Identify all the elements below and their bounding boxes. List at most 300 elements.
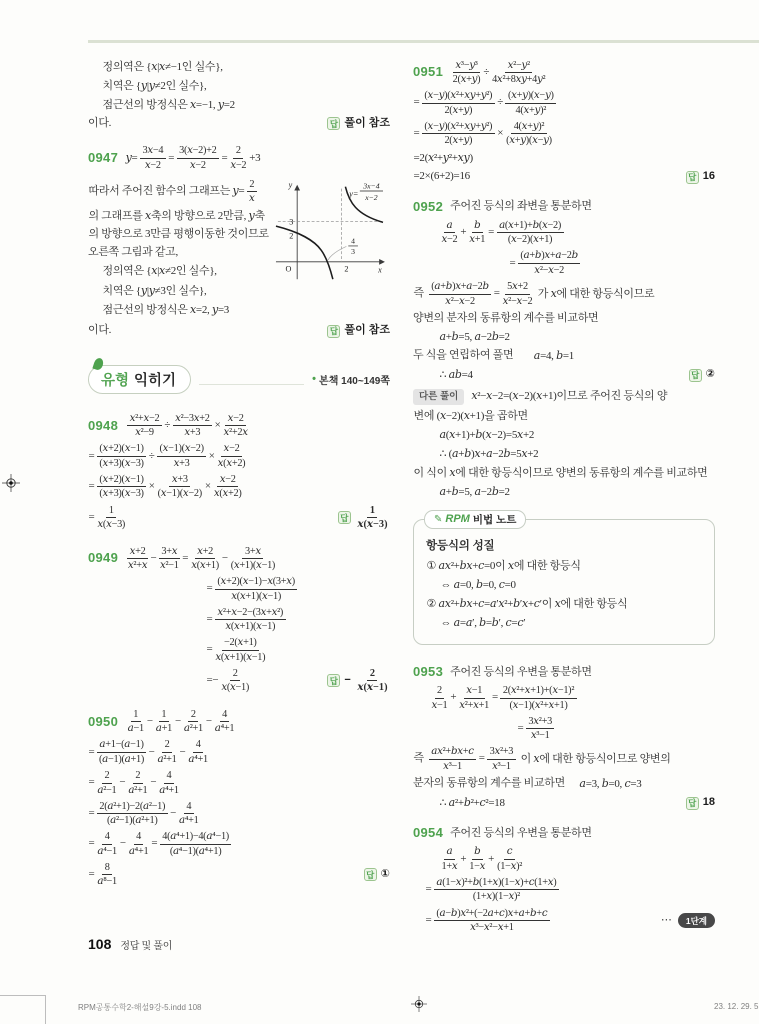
- math-line: [102, 263, 270, 280]
- math-text: x²−3x+2: [175, 411, 210, 424]
- math-text: (a²−1)(a²+1): [107, 814, 158, 827]
- math-text: =: [88, 776, 95, 789]
- print-date: 23. 12. 29. 5: [714, 1002, 759, 1011]
- math-text: =: [425, 913, 432, 926]
- math-text: (x−y)(x²+xy+y²): [424, 89, 493, 102]
- fraction: [128, 770, 148, 796]
- svg-text:y: y: [288, 180, 293, 190]
- math-text: (x−y)(x²+xy+y²): [424, 119, 493, 132]
- corner-crop-mark: [0, 995, 46, 1024]
- fraction: [422, 90, 495, 116]
- math-text: 4: [166, 770, 172, 782]
- fraction: [230, 145, 247, 171]
- math-text: x+2: [197, 544, 213, 557]
- math-text: a⁴+1: [188, 752, 208, 765]
- math-text: a²−1: [97, 783, 117, 796]
- top-rule: [88, 40, 759, 43]
- fraction: [441, 846, 458, 872]
- math-line: [102, 97, 390, 114]
- svg-text:3: 3: [351, 247, 356, 257]
- fraction: [518, 250, 580, 276]
- math-text: x²−y²: [507, 58, 530, 71]
- math-line: [413, 280, 715, 308]
- math-line: [206, 667, 390, 695]
- fraction: [497, 220, 564, 246]
- answer-group: [686, 795, 715, 811]
- math-text: 3+x: [244, 544, 261, 557]
- fraction: [500, 685, 576, 711]
- math-text: =: [425, 883, 432, 896]
- math-line: [88, 738, 390, 766]
- math-line: [88, 830, 390, 858]
- math-text: 3(x−2)+2: [179, 144, 217, 157]
- math-line: [439, 845, 715, 873]
- solution-block: [413, 198, 715, 501]
- divider-line: [199, 384, 304, 386]
- math-text: 1: [108, 504, 114, 516]
- math-text: 1−x: [469, 859, 486, 872]
- math-text: 점근선의 방정식은 x=2, y=3: [102, 302, 229, 316]
- answer-badge: 답: [686, 171, 699, 184]
- math-line: [425, 907, 715, 935]
- math-text: 따라서 주어진 함수의 그래프는 y=: [88, 184, 245, 198]
- math-text: 2(x²+x+1)+(x−1)²: [502, 684, 575, 697]
- math-line: [413, 408, 715, 425]
- math-text: ÷: [497, 96, 503, 109]
- math-text: x³−1: [443, 759, 462, 772]
- math-line: [413, 465, 715, 482]
- math-text: 4: [104, 831, 110, 843]
- fraction: [213, 474, 242, 500]
- math-text: a⁸−1: [97, 875, 117, 888]
- answer-group: [661, 913, 715, 929]
- math-text: 4x²+8xy+4y²: [492, 73, 546, 86]
- svg-text:2: 2: [344, 264, 349, 274]
- math-line: [413, 169, 715, 185]
- fraction: [127, 709, 144, 735]
- math-text: =: [221, 151, 228, 164]
- math-line: [413, 745, 715, 773]
- math-line: [88, 545, 390, 573]
- math-text: =: [88, 867, 95, 880]
- math-line: [88, 323, 390, 339]
- math-text: ×: [148, 480, 155, 493]
- math-line: [517, 715, 715, 743]
- answer-group: [327, 116, 390, 132]
- fraction: [183, 709, 203, 735]
- fraction: [128, 831, 149, 857]
- answer-group: [686, 169, 715, 185]
- answer-text: 풀이 참조: [344, 116, 390, 129]
- math-text: x−1: [431, 698, 448, 711]
- fraction: [179, 801, 200, 827]
- math-line: [439, 427, 715, 444]
- math-text: =2(x²+y²+xy): [413, 151, 473, 165]
- fraction: [215, 637, 266, 663]
- math-text: 8: [104, 861, 110, 873]
- fraction: [173, 413, 213, 439]
- math-text: −: [205, 715, 212, 728]
- fraction: [97, 862, 118, 888]
- math-text: ×: [214, 419, 221, 432]
- math-text: 의 방향으로 3만큼 평행이동한 것이므로: [88, 228, 269, 241]
- fraction: [215, 607, 286, 633]
- math-text: −: [174, 715, 181, 728]
- problem-number: 0952: [413, 198, 444, 214]
- alt-solution-tag: 다른 풀이: [413, 389, 464, 405]
- math-text: (1+x)(1−x)²: [472, 890, 520, 903]
- math-text: x²+x−2: [129, 411, 160, 424]
- answer-badge: 답: [338, 511, 351, 524]
- answer-group: [327, 323, 390, 339]
- math-line: [413, 120, 715, 148]
- answer-badge: 답: [364, 868, 377, 881]
- math-text: a²+1: [128, 783, 148, 796]
- math-text: x−2: [219, 472, 236, 485]
- math-text: −: [119, 837, 126, 850]
- section-badge-text: 유형: [101, 372, 130, 389]
- math-line: [413, 89, 715, 117]
- text: 오른쪽 그림과 같고,: [88, 246, 178, 259]
- solution-block: [88, 144, 390, 338]
- text: 이다.: [88, 324, 112, 337]
- math-text: 4: [222, 708, 227, 720]
- note-tab-label: 비법 노트: [472, 513, 517, 526]
- math-line: [102, 78, 390, 95]
- math-text: +: [460, 852, 467, 865]
- math-text: x: [249, 192, 255, 205]
- math-text: ∴ ab=4: [439, 367, 473, 381]
- math-line: [88, 504, 390, 532]
- math-text: ÷: [148, 449, 155, 462]
- math-text: a(x+1)+b(x−2): [499, 218, 562, 231]
- fraction: [188, 739, 209, 765]
- math-line: [439, 367, 715, 384]
- math-text: ax²+bx+c: [431, 745, 474, 758]
- problem-number: 0947: [88, 150, 119, 166]
- math-text: x³−y³: [455, 58, 478, 71]
- math-text: +: [460, 226, 467, 239]
- math-text: b: [474, 218, 481, 231]
- math-text: =: [509, 256, 516, 269]
- math-text: 2(x+y): [452, 73, 481, 86]
- math-line: [102, 302, 270, 319]
- problem-number: 0953: [413, 664, 444, 680]
- math-text: =: [488, 226, 495, 239]
- math-line: [413, 59, 715, 87]
- book-page-ref: [312, 372, 390, 387]
- math-text: x−2: [227, 411, 244, 424]
- math-text: 의 그래프를 x축의 방향으로 2만큼, y축: [88, 209, 265, 223]
- math-text: ×: [204, 480, 211, 493]
- solution-block: [88, 545, 390, 695]
- math-text: 4: [136, 831, 141, 843]
- math-text: x³−x²−x+1: [470, 921, 514, 934]
- math-text: 2: [437, 685, 442, 697]
- math-line: [88, 473, 390, 501]
- math-text: a⁴+1: [159, 783, 179, 796]
- answer-group: [338, 504, 390, 532]
- math-text: 1+x: [441, 859, 458, 872]
- right-column: [413, 56, 715, 948]
- math-text: x²+x−2−(3x+x²): [217, 605, 284, 618]
- math-text: −2(x+1): [224, 636, 257, 649]
- math-text: (x+2)(x−1): [99, 442, 144, 455]
- fraction: [157, 443, 206, 469]
- svg-text:y=: y=: [349, 189, 359, 199]
- page-footer: [88, 936, 172, 952]
- math-text: x(x−3): [357, 518, 388, 531]
- math-text: −: [148, 745, 155, 758]
- section-title-text: 익히기: [134, 372, 177, 389]
- math-text: −: [150, 776, 157, 789]
- math-text: x−2: [223, 442, 240, 455]
- answer-badge: 답: [686, 797, 699, 810]
- math-text: 3+x: [161, 544, 178, 557]
- answer-group: [327, 667, 390, 695]
- fraction: [97, 443, 146, 469]
- math-text: =: [88, 806, 95, 819]
- math-line: [88, 800, 390, 828]
- math-text: a(x+1)+b(x−2)=5x+2: [439, 427, 535, 441]
- math-line: [88, 708, 390, 736]
- fraction: [223, 413, 248, 439]
- math-line: [439, 795, 715, 812]
- math-line: [206, 606, 390, 634]
- section-header: [88, 365, 390, 394]
- math-text: =: [413, 96, 420, 109]
- svg-text:O: O: [285, 264, 292, 274]
- math-line: [206, 575, 390, 603]
- math-line: [413, 150, 715, 167]
- math-text: x−2: [441, 233, 458, 246]
- math-text: ⇔ a=a′, b=b′, c=c′: [440, 615, 526, 629]
- fraction: [441, 220, 458, 246]
- math-text: (1−x)²: [497, 859, 522, 872]
- math-text: (a+b)x+a−2b: [431, 279, 489, 292]
- math-text: 2: [369, 667, 375, 679]
- math-text: −: [150, 551, 157, 564]
- fraction: [217, 443, 246, 469]
- fraction: [505, 90, 556, 116]
- text: 주어진 등식의 좌변을 통분하면: [450, 200, 592, 213]
- math-text: 2: [232, 667, 238, 679]
- answer-group: [689, 367, 715, 383]
- math-line: [88, 208, 270, 225]
- math-line: [88, 412, 390, 440]
- math-text: =: [491, 691, 498, 704]
- math-text: x+3: [171, 472, 188, 485]
- answer-badge: 답: [327, 117, 340, 130]
- math-text: x²+2x: [223, 426, 248, 439]
- math-text: =: [88, 510, 95, 523]
- bullet-icon: •: [312, 373, 317, 386]
- math-text: ÷: [164, 419, 171, 432]
- answer-badge: 답: [689, 369, 702, 382]
- math-text: −: [146, 715, 153, 728]
- math-line: [413, 348, 715, 365]
- math-line: [413, 663, 715, 681]
- math-text: (x−1)(x²+x+1): [509, 698, 568, 711]
- answer-text: ②: [705, 368, 715, 381]
- math-text: =: [88, 745, 95, 758]
- math-text: x²+x: [127, 559, 148, 572]
- fraction: [97, 505, 126, 531]
- math-line: [88, 178, 270, 206]
- math-text: 3x−4: [142, 144, 164, 157]
- math-text: =: [88, 837, 95, 850]
- math-text: (x−1)(x−2): [159, 442, 204, 455]
- registration-mark-icon: [411, 996, 427, 1012]
- fraction: [97, 739, 146, 765]
- math-text: ⇔ a=0, b=0, c=0: [440, 577, 516, 591]
- math-text: 1: [133, 708, 139, 720]
- fraction: [155, 709, 172, 735]
- math-line: [88, 861, 390, 889]
- math-line: [439, 219, 715, 247]
- math-text: 즉: [413, 752, 427, 765]
- math-line: [88, 442, 390, 470]
- math-text: x(x−1): [221, 681, 249, 694]
- math-text: x²−9: [135, 426, 154, 439]
- math-text: =: [88, 449, 95, 462]
- math-text: (x−2)(x+1): [507, 233, 553, 246]
- math-text: 3x²+3: [528, 714, 552, 727]
- fraction: [469, 846, 486, 872]
- math-text: 이 x에 대한 항등식이므로 양변의: [518, 751, 671, 765]
- fraction: [97, 801, 168, 827]
- math-text: 4: [186, 800, 192, 812]
- math-text: x+3: [184, 426, 201, 439]
- math-text: =: [478, 752, 485, 765]
- answer-badge: 답: [327, 325, 340, 338]
- math-text: a+b=5, a−2b=2: [439, 485, 510, 499]
- math-line: [413, 824, 715, 842]
- solution-block: [88, 412, 390, 532]
- math-text: x−2: [189, 158, 206, 171]
- math-text: 변에 (x−2)(x+1)을 곱하면: [413, 408, 528, 422]
- math-line: [88, 245, 270, 261]
- fraction: [160, 831, 232, 857]
- fraction: [97, 831, 118, 857]
- math-text: 2: [235, 145, 241, 157]
- math-text: −: [179, 745, 186, 758]
- math-line: [88, 144, 390, 172]
- math-text: ÷: [483, 65, 490, 78]
- math-text: 치역은 {y|y≠2인 실수},: [102, 78, 207, 92]
- math-text: 2(x+y): [444, 103, 473, 116]
- math-line: [88, 769, 390, 797]
- fraction: [434, 908, 550, 934]
- answer-group: [364, 867, 390, 883]
- svg-text:2: 2: [289, 231, 294, 241]
- math-text: (x+3)(x−3): [99, 456, 144, 469]
- math-line: [206, 636, 390, 664]
- math-text: a+1: [155, 722, 172, 735]
- answer-text: 풀이 참조: [344, 324, 390, 337]
- math-text: a=4, b=1: [533, 348, 574, 362]
- math-text: 1: [369, 504, 375, 516]
- math-line: [426, 596, 702, 613]
- math-text: x+1: [469, 233, 486, 246]
- math-text: x(x−3): [97, 518, 126, 531]
- math-text: a(1−x)²+b(1+x)(1−x)+c(1+x): [436, 875, 557, 888]
- svg-text:x−2: x−2: [365, 193, 378, 203]
- math-text: =: [206, 582, 213, 595]
- fraction: [221, 668, 250, 694]
- math-text: ∴ (a+b)x+a−2b=5x+2: [439, 446, 539, 460]
- math-text: 2: [190, 708, 196, 720]
- math-text: x(x+1): [191, 559, 219, 572]
- solution-block: [88, 708, 390, 889]
- math-text: (a−1)(a+1): [99, 752, 144, 765]
- math-text: a: [446, 218, 453, 231]
- math-text: a²+1: [157, 752, 177, 765]
- fraction: [215, 576, 297, 602]
- math-text: =: [88, 480, 95, 493]
- math-text: (a+b)x+a−2b: [520, 249, 578, 262]
- answer-text: ①: [380, 867, 390, 880]
- math-text: 치역은 {y|y≠3인 실수},: [102, 283, 207, 297]
- note-tab: [424, 510, 526, 529]
- math-text: x²−x−2=(x−2)(x+1)이므로 주어진 등식의 양: [471, 389, 668, 403]
- math-line: [429, 684, 715, 712]
- fraction: [506, 121, 553, 147]
- solution-block: [413, 824, 715, 934]
- math-text: 점근선의 방정식은 x=−1, y=2: [102, 97, 235, 111]
- fraction: [177, 145, 219, 171]
- fraction: [97, 770, 117, 796]
- svg-text:4: 4: [351, 236, 356, 246]
- math-text: x(x−1): [357, 681, 388, 694]
- math-line: [88, 116, 390, 132]
- math-line: [439, 484, 715, 501]
- math-text: a⁴−1: [97, 844, 117, 857]
- math-line: [509, 249, 715, 277]
- math-text: a⁴+1: [128, 844, 149, 857]
- fraction: [429, 281, 491, 307]
- math-text: +3: [249, 151, 261, 164]
- fraction: [469, 220, 486, 246]
- math-text: x(x+1)(x−1): [225, 620, 276, 633]
- math-text: ×: [208, 449, 215, 462]
- print-filename: RPM공통수학2-해설9강-5.indd 108: [78, 1003, 202, 1012]
- math-text: −: [170, 806, 177, 819]
- math-text: 4(a⁴+1)−4(a⁴−1): [162, 830, 229, 843]
- math-text: a+1−(a−1): [99, 738, 144, 751]
- fraction: [214, 709, 235, 735]
- math-text: a²+1: [183, 722, 203, 735]
- math-text: x²+x+1: [459, 698, 489, 711]
- fraction: [429, 746, 476, 772]
- fraction: [497, 846, 523, 872]
- text: 이다.: [88, 116, 112, 129]
- math-line: [439, 446, 715, 463]
- math-text: 4(x+y)²: [515, 103, 546, 116]
- fraction: [230, 546, 275, 572]
- math-line: [440, 615, 702, 632]
- math-text: ① ax²+bx+c=0이 x에 대한 항등식: [426, 558, 581, 572]
- math-text: 2: [164, 739, 170, 751]
- problem-number: 0948: [88, 417, 119, 433]
- solution-block: [413, 59, 715, 185]
- fraction: [247, 179, 257, 205]
- math-text: (a⁴−1)(a⁴+1): [169, 844, 222, 857]
- text-figure-row: [88, 175, 390, 321]
- math-text: x(x+2): [213, 487, 242, 500]
- math-text: x²−1: [160, 559, 179, 572]
- book-page-ref-text: 본책 140~149쪽: [319, 375, 390, 387]
